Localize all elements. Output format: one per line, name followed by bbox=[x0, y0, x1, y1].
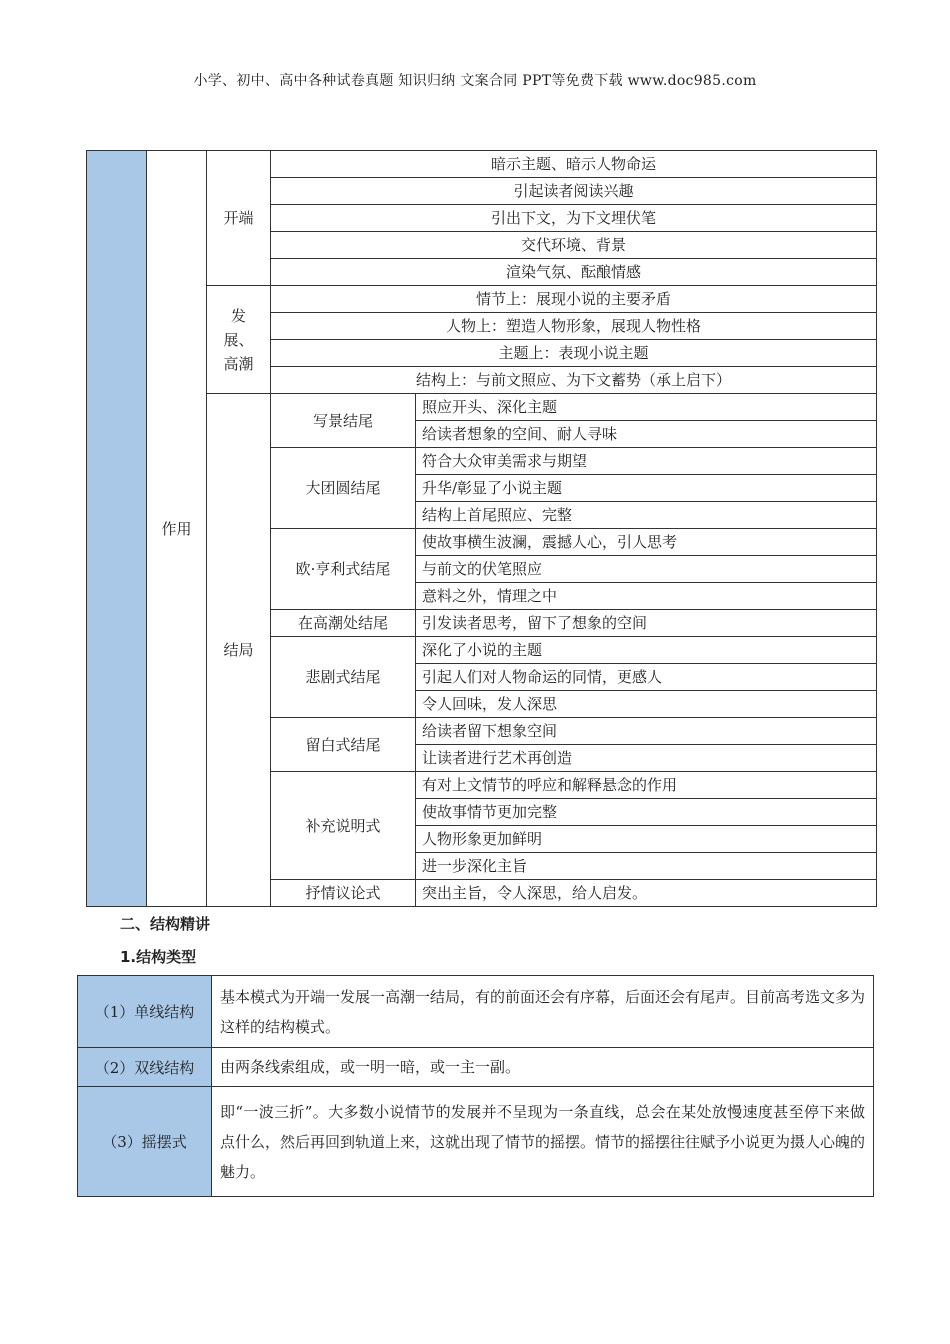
kaiduan-label: 开端 bbox=[207, 151, 271, 286]
ending-effect: 结构上首尾照应、完整 bbox=[416, 502, 877, 529]
structure-desc: 基本模式为开端一发展一高潮一结局，有的前面还会有序幕，后面还会有尾声。目前高考选文多为这样的结构模式。 bbox=[212, 976, 874, 1048]
ending-effect: 让读者进行艺术再创造 bbox=[416, 745, 877, 772]
ending-effect: 突出主旨，令人深思，给人启发。 bbox=[416, 880, 877, 907]
fazhan-label-line: 高潮 bbox=[223, 354, 254, 373]
ending-type: 补充说明式 bbox=[271, 772, 416, 880]
fazhan-item: 人物上：塑造人物形象，展现人物性格 bbox=[271, 313, 877, 340]
section-title: 二、结构精讲 bbox=[120, 915, 211, 933]
structure-label: （2）双线结构 bbox=[78, 1048, 212, 1087]
structure-desc: 即“一波三折”。大多数小说情节的发展并不呈现为一条直线，总会在某处放慢速度甚至停下来做点什么，然后再回到轨道上来，这就出现了情节的摇摆。情节的摇摆往往赋予小说更为摄人心魄的魅力。 bbox=[212, 1087, 874, 1197]
structure-desc: 由两条线索组成，或一明一暗，或一主一副。 bbox=[212, 1048, 874, 1087]
kaiduan-item: 引起读者阅读兴趣 bbox=[271, 178, 877, 205]
ending-effect: 升华/彰显了小说主题 bbox=[416, 475, 877, 502]
ending-effect: 令人回味，发人深思 bbox=[416, 691, 877, 718]
fazhan-label-line: 发 bbox=[230, 306, 246, 325]
ending-type: 悲剧式结尾 bbox=[271, 637, 416, 718]
ending-effect: 使故事横生波澜，震撼人心，引人思考 bbox=[416, 529, 877, 556]
ending-effect: 人物形象更加鲜明 bbox=[416, 826, 877, 853]
ending-type: 欧·亨利式结尾 bbox=[271, 529, 416, 610]
fazhan-item: 主题上：表现小说主题 bbox=[271, 340, 877, 367]
kaiduan-item: 渲染气氛、酝酿情感 bbox=[271, 259, 877, 286]
ending-effect: 引发读者思考，留下了想象的空间 bbox=[416, 610, 877, 637]
fazhan-item: 结构上：与前文照应、为下文蓄势（承上启下） bbox=[271, 367, 877, 394]
page-header: 小学、初中、高中各种试卷真题 知识归纳 文案合同 PPT等免费下载 www.doc985.com bbox=[193, 73, 757, 89]
ending-effect: 照应开头、深化主题 bbox=[416, 394, 877, 421]
section-subtitle: 1.结构类型 bbox=[120, 948, 197, 966]
kaiduan-item: 暗示主题、暗示人物命运 bbox=[271, 151, 877, 178]
structure-label: （1）单线结构 bbox=[78, 976, 212, 1048]
ending-effect: 深化了小说的主题 bbox=[416, 637, 877, 664]
ending-effect: 符合大众审美需求与期望 bbox=[416, 448, 877, 475]
ending-type: 在高潮处结尾 bbox=[271, 610, 416, 637]
ending-effect: 给读者想象的空间、耐人寻味 bbox=[416, 421, 877, 448]
ending-type: 大团圆结尾 bbox=[271, 448, 416, 529]
ending-type: 留白式结尾 bbox=[271, 718, 416, 772]
blue-margin-cell bbox=[87, 151, 147, 907]
fazhan-label bbox=[207, 286, 271, 394]
ending-effect: 有对上文情节的呼应和解释悬念的作用 bbox=[416, 772, 877, 799]
ending-effect: 与前文的伏笔照应 bbox=[416, 556, 877, 583]
ending-effect: 引起人们对人物命运的同情，更感人 bbox=[416, 664, 877, 691]
ending-type: 抒情议论式 bbox=[271, 880, 416, 907]
kaiduan-item: 交代环境、背景 bbox=[271, 232, 877, 259]
fazhan-label-line: 展、 bbox=[223, 330, 254, 349]
function-table bbox=[86, 150, 877, 907]
jieju-label: 结局 bbox=[207, 394, 271, 907]
ending-type: 写景结尾 bbox=[271, 394, 416, 448]
function-label: 作用 bbox=[147, 151, 207, 907]
kaiduan-item: 引出下文，为下文埋伏笔 bbox=[271, 205, 877, 232]
fazhan-item: 情节上：展现小说的主要矛盾 bbox=[271, 286, 877, 313]
ending-effect: 使故事情节更加完整 bbox=[416, 799, 877, 826]
ending-effect: 意料之外，情理之中 bbox=[416, 583, 877, 610]
ending-effect: 给读者留下想象空间 bbox=[416, 718, 877, 745]
structure-label: （3）摇摆式 bbox=[78, 1087, 212, 1197]
structure-types-table bbox=[77, 975, 874, 1197]
ending-effect: 进一步深化主旨 bbox=[416, 853, 877, 880]
